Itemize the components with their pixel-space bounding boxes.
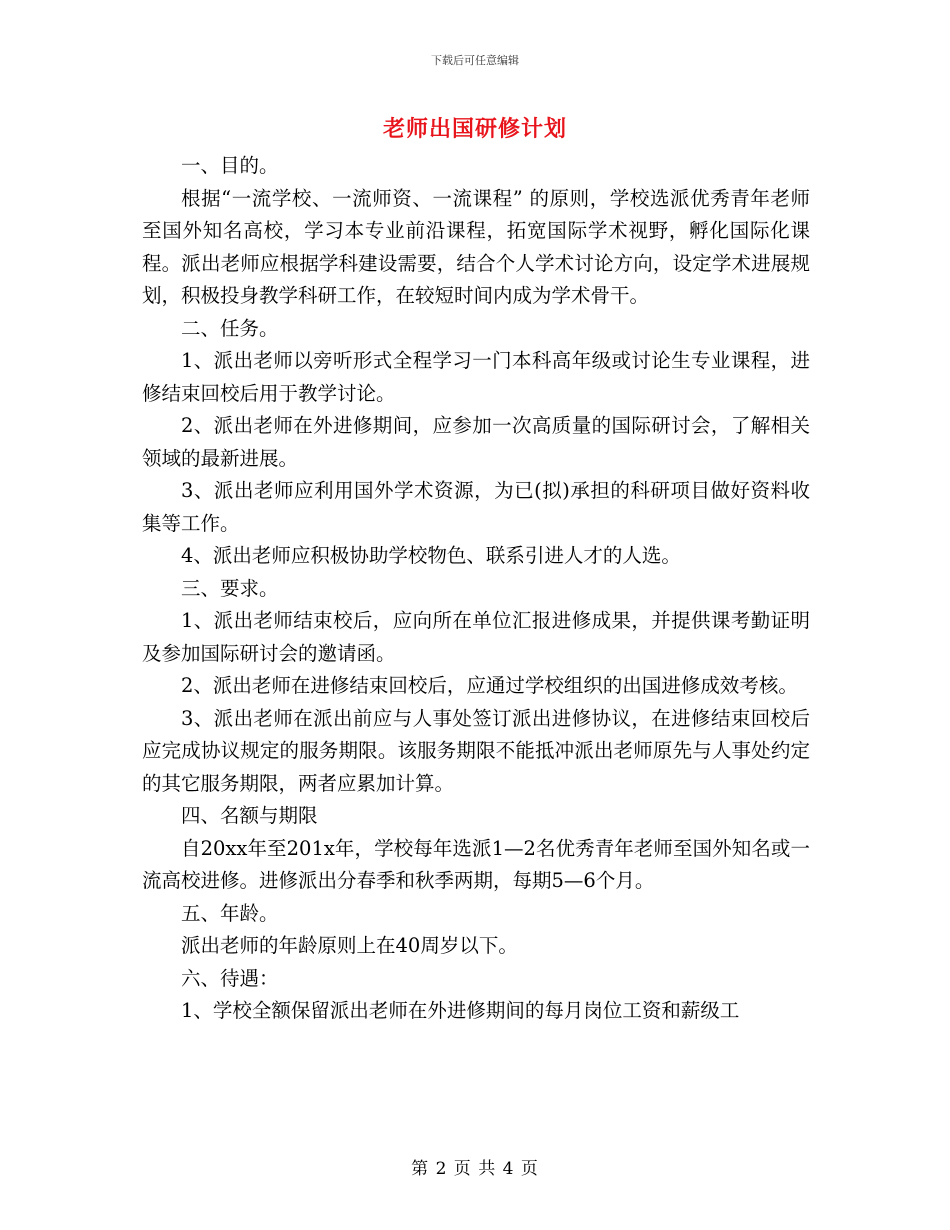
paragraph: 三、要求。 [181, 576, 279, 600]
paragraph: 六、待遇： [181, 966, 279, 990]
paragraph: 2、派出老师在进修结束回校后，应通过学校组织的出国进修成效考核。 [181, 674, 798, 697]
paragraph: 2、派出老师在外进修期间，应参加一次高质量的国际研讨会，了解相关领域的最新进展。 [142, 414, 810, 470]
paragraph: 二、任务。 [181, 316, 279, 340]
paragraph: 五、年龄。 [181, 901, 279, 925]
paragraph: 四、名额与期限 [181, 804, 318, 827]
paragraph: 1、派出老师结束校后，应向所在单位汇报进修成果，并提供课考勤证明及参加国际研讨会的邀请函。 [142, 609, 810, 665]
paragraph: 3、派出老师应利用国外学术资源，为已(拟)承担的科研项目做好资料收集等工作。 [142, 479, 810, 535]
paragraph: 一、目的。 [181, 154, 279, 177]
paragraph: 3、派出老师在派出前应与人事处签订派出进修协议，在进修结束回校后应完成协议规定的服务期限。该服务期限不能抵冲派出老师原先与人事处约定的其它服务期限，两者应累加计算。 [142, 706, 810, 795]
paragraph: 1、派出老师以旁听形式全程学习一门本科高年级或讨论生专业课程，进修结束回校后用于教学讨论。 [142, 349, 810, 405]
paragraph: 4、派出老师应积极协助学校物色、联系引进人才的人选。 [181, 544, 681, 567]
paragraph: 1、学校全额保留派出老师在外进修期间的每月岗位工资和薪级工 [181, 999, 740, 1022]
page-header-note: 下载后可任意编辑 [431, 54, 519, 67]
paragraph: 自20xx年至201x年，学校每年选派1—2名优秀青年老师至国外知名或一流高校进修。进修派出分春季和秋季两期，每期5—6个月。 [142, 836, 810, 892]
paragraph: 根据“一流学校、一流师资、一流课程” 的原则，学校选派优秀青年老师至国外知名高校，学习本专业前沿课程，拓宽国际学术视野，孵化国际化课程。派出老师应根据学科建设需要，结合个人学术讨论方向，设定学术进展规划，积极投身教学科研工作，在较短时间内成为学术骨干。 [142, 186, 810, 307]
page-number: 第 2 页 共 4 页 [411, 1159, 539, 1179]
document-body [142, 150, 810, 1028]
paragraph: 派出老师的年龄原则上在40周岁以下。 [181, 934, 518, 957]
document-title: 老师出国研修计划 [382, 116, 567, 142]
